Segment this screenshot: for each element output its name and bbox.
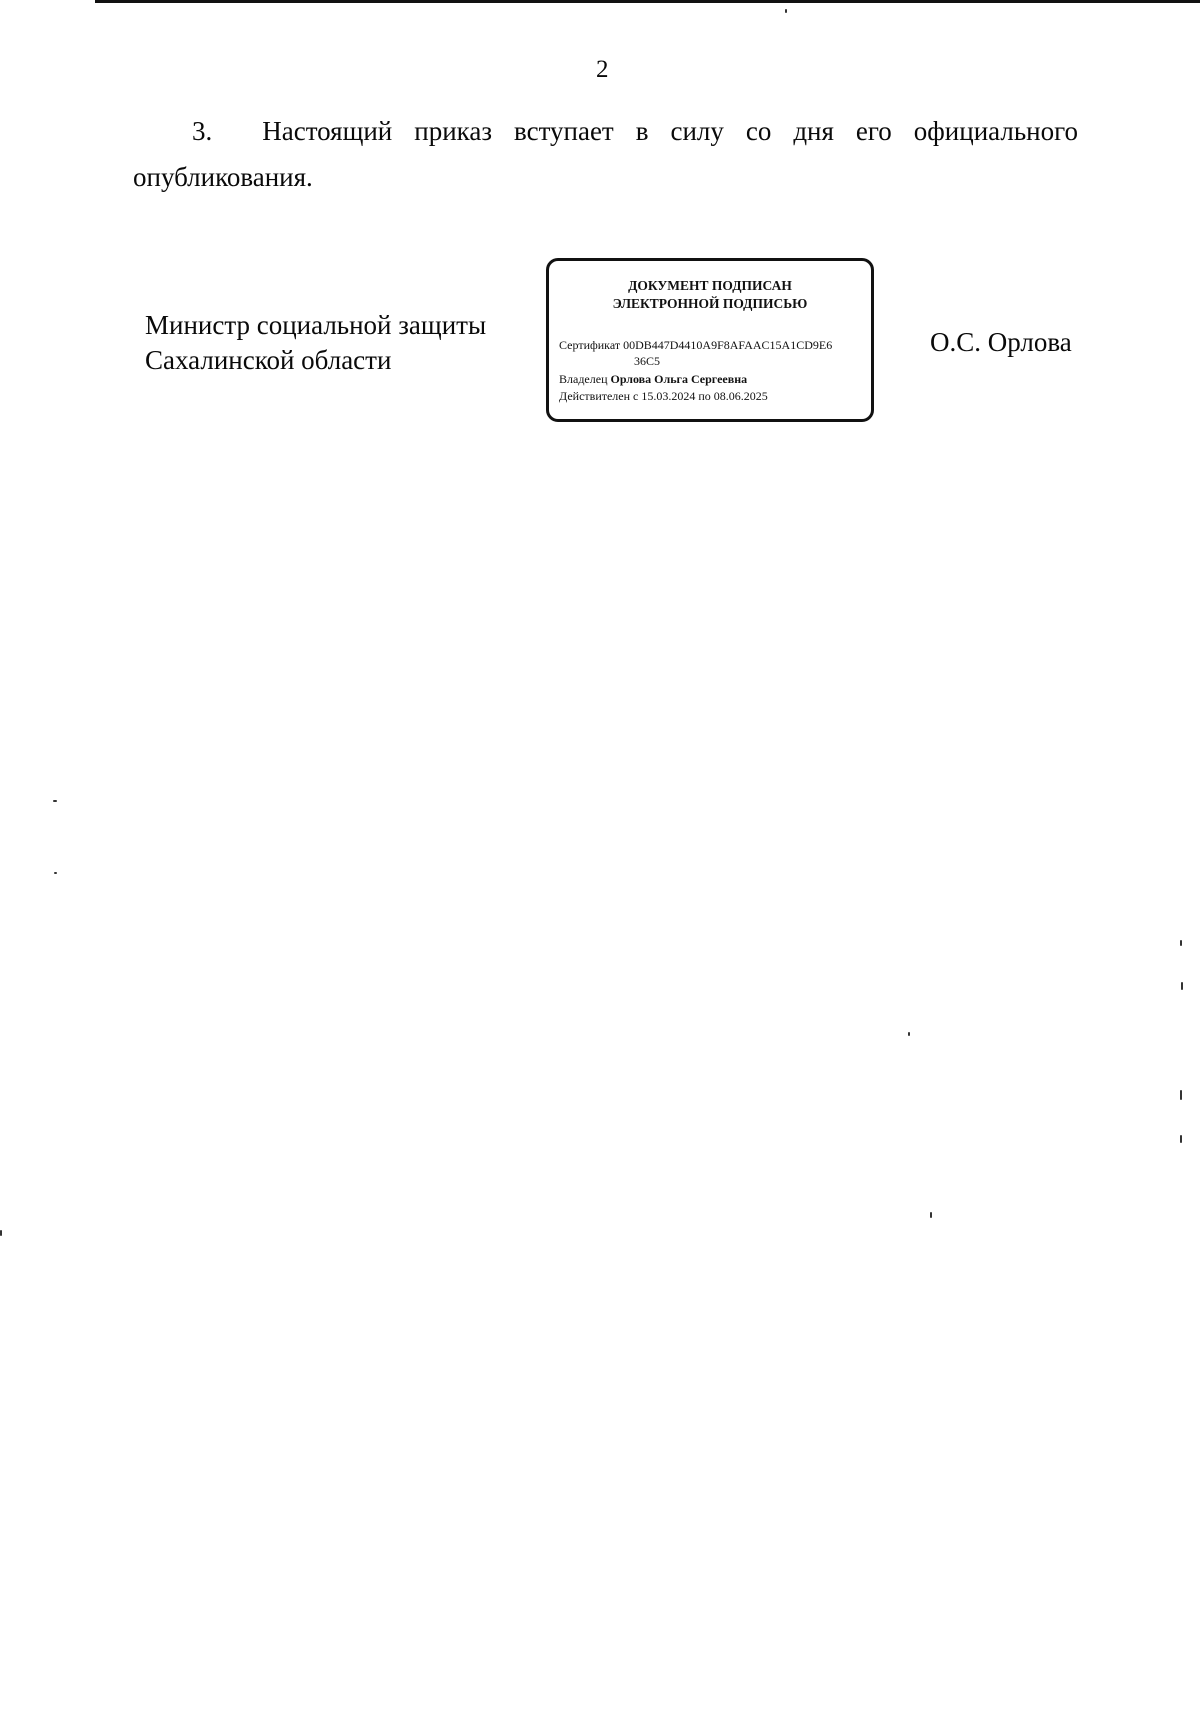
stamp-heading-line-1: ДОКУМЕНТ ПОДПИСАН	[628, 278, 792, 293]
signatory-position	[145, 308, 486, 378]
page-number: 2	[596, 56, 609, 83]
scan-speck	[1180, 1090, 1182, 1100]
stamp-heading	[549, 277, 871, 313]
stamp-certificate-label: Сертификат	[559, 338, 621, 352]
paragraph-3	[133, 108, 1078, 200]
stamp-validity: Действителен с 15.03.2024 по 08.06.2025	[559, 389, 768, 403]
position-line-2: Сахалинской области	[145, 345, 392, 375]
scan-speck	[1180, 940, 1182, 946]
scan-speck	[1180, 1135, 1182, 1143]
paragraph-text-line-1: Настоящий приказ вступает в силу со дня его официального	[262, 116, 1078, 146]
paragraph-text-line-2: опубликования.	[133, 162, 313, 192]
scan-speck	[53, 800, 57, 802]
stamp-owner-label: Владелец	[559, 372, 608, 386]
paragraph-number: 3.	[192, 116, 213, 146]
scan-speck	[908, 1032, 910, 1036]
stamp-certificate-value: 00DB447D4410A9F8AFAAC15A1CD9E6	[623, 338, 833, 352]
scan-speck	[54, 872, 57, 874]
electronic-signature-stamp	[546, 258, 874, 422]
signer-name: О.С. Орлова	[930, 327, 1072, 357]
stamp-certificate	[559, 337, 832, 353]
stamp-heading-line-2: ЭЛЕКТРОННОЙ ПОДПИСЬЮ	[612, 296, 808, 311]
page-top-border	[95, 0, 1200, 3]
position-line-1: Министр социальной защиты	[145, 310, 487, 340]
scan-speck	[785, 9, 787, 13]
stamp-owner-name: Орлова Ольга Сергеевна	[610, 372, 748, 386]
scan-speck	[0, 1230, 2, 1236]
stamp-owner	[559, 371, 747, 387]
scan-speck	[1181, 982, 1183, 990]
paragraph-line-1	[133, 108, 1078, 154]
scan-speck	[930, 1212, 932, 1218]
stamp-certificate-value-cont: 36C5	[634, 354, 661, 368]
